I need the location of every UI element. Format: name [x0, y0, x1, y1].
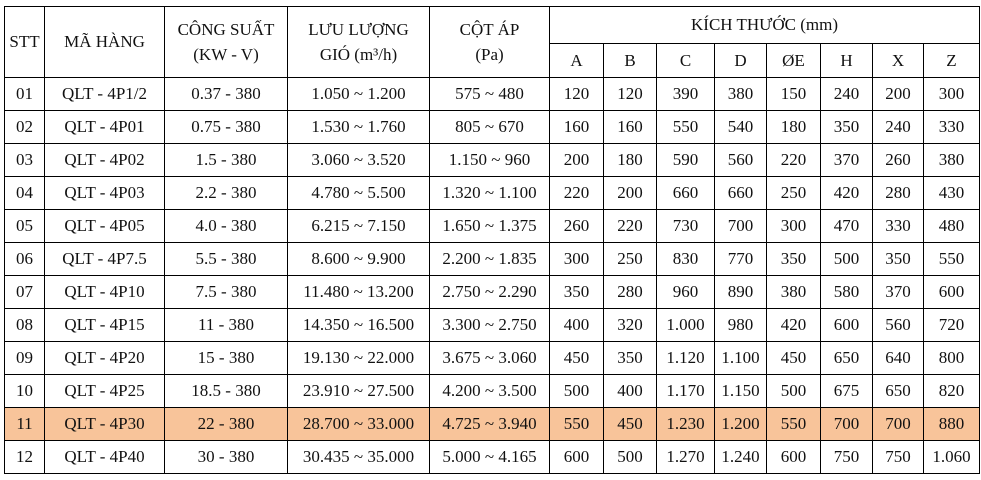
header-dim-oe: ØE	[767, 44, 821, 78]
cell-dim-c: 1.270	[657, 441, 715, 474]
cell-dim-oe: 380	[767, 276, 821, 309]
header-dim-b: B	[604, 44, 657, 78]
cell-code: QLT - 4P03	[45, 177, 165, 210]
cell-dim-d: 980	[715, 309, 767, 342]
cell-dim-b: 120	[604, 78, 657, 111]
cell-dim-d: 540	[715, 111, 767, 144]
cell-dim-z: 720	[924, 309, 980, 342]
cell-dim-c: 1.000	[657, 309, 715, 342]
cell-dim-h: 470	[821, 210, 873, 243]
cell-dim-a: 120	[550, 78, 604, 111]
header-cong-suat-line1: CÔNG SUẤT	[177, 19, 275, 39]
cell-dim-x: 700	[873, 408, 924, 441]
cell-dim-h: 580	[821, 276, 873, 309]
cell-flow: 30.435 ~ 35.000	[288, 441, 430, 474]
cell-flow: 3.060 ~ 3.520	[288, 144, 430, 177]
cell-code: QLT - 4P30	[45, 408, 165, 441]
cell-dim-c: 390	[657, 78, 715, 111]
cell-dim-oe: 550	[767, 408, 821, 441]
cell-stt: 01	[5, 78, 45, 111]
cell-dim-z: 300	[924, 78, 980, 111]
cell-dim-a: 300	[550, 243, 604, 276]
cell-dim-x: 640	[873, 342, 924, 375]
cell-dim-a: 550	[550, 408, 604, 441]
cell-dim-c: 1.170	[657, 375, 715, 408]
cell-power: 0.75 - 380	[165, 111, 288, 144]
cell-pressure: 1.320 ~ 1.100	[430, 177, 550, 210]
cell-dim-d: 1.200	[715, 408, 767, 441]
cell-dim-z: 820	[924, 375, 980, 408]
header-luu-luong-line2: GIÓ (m³/h)	[319, 45, 398, 64]
header-dim-a: A	[550, 44, 604, 78]
table-row	[5, 78, 980, 111]
table-row	[5, 243, 980, 276]
cell-dim-d: 700	[715, 210, 767, 243]
cell-dim-a: 220	[550, 177, 604, 210]
header-cot-ap	[430, 7, 550, 78]
cell-dim-oe: 450	[767, 342, 821, 375]
cell-code: QLT - 4P05	[45, 210, 165, 243]
cell-dim-z: 800	[924, 342, 980, 375]
cell-dim-x: 330	[873, 210, 924, 243]
cell-dim-h: 370	[821, 144, 873, 177]
cell-dim-x: 260	[873, 144, 924, 177]
table-row	[5, 177, 980, 210]
cell-pressure: 1.650 ~ 1.375	[430, 210, 550, 243]
cell-power: 7.5 - 380	[165, 276, 288, 309]
cell-dim-c: 730	[657, 210, 715, 243]
cell-dim-z: 1.060	[924, 441, 980, 474]
table-row	[5, 144, 980, 177]
cell-dim-d: 380	[715, 78, 767, 111]
header-dim-z: Z	[924, 44, 980, 78]
cell-dim-z: 380	[924, 144, 980, 177]
cell-power: 18.5 - 380	[165, 375, 288, 408]
cell-stt: 02	[5, 111, 45, 144]
cell-power: 22 - 380	[165, 408, 288, 441]
cell-dim-z: 330	[924, 111, 980, 144]
cell-dim-z: 880	[924, 408, 980, 441]
cell-dim-a: 450	[550, 342, 604, 375]
cell-stt: 07	[5, 276, 45, 309]
cell-dim-x: 350	[873, 243, 924, 276]
cell-pressure: 2.750 ~ 2.290	[430, 276, 550, 309]
header-cot-ap-line2: (Pa)	[475, 45, 504, 64]
cell-flow: 8.600 ~ 9.900	[288, 243, 430, 276]
table-row	[5, 441, 980, 474]
header-dim-d: D	[715, 44, 767, 78]
cell-power: 15 - 380	[165, 342, 288, 375]
cell-flow: 1.530 ~ 1.760	[288, 111, 430, 144]
cell-dim-oe: 350	[767, 243, 821, 276]
cell-dim-b: 160	[604, 111, 657, 144]
cell-pressure: 3.300 ~ 2.750	[430, 309, 550, 342]
cell-dim-x: 650	[873, 375, 924, 408]
cell-dim-c: 960	[657, 276, 715, 309]
cell-code: QLT - 4P1/2	[45, 78, 165, 111]
cell-dim-h: 350	[821, 111, 873, 144]
cell-dim-h: 700	[821, 408, 873, 441]
cell-power: 11 - 380	[165, 309, 288, 342]
cell-dim-x: 750	[873, 441, 924, 474]
cell-dim-d: 1.100	[715, 342, 767, 375]
cell-dim-d: 770	[715, 243, 767, 276]
cell-pressure: 2.200 ~ 1.835	[430, 243, 550, 276]
cell-dim-x: 280	[873, 177, 924, 210]
cell-flow: 6.215 ~ 7.150	[288, 210, 430, 243]
cell-power: 5.5 - 380	[165, 243, 288, 276]
header-kich-thuoc: KÍCH THƯỚC (mm)	[550, 7, 980, 44]
cell-flow: 23.910 ~ 27.500	[288, 375, 430, 408]
cell-dim-z: 430	[924, 177, 980, 210]
header-dim-c: C	[657, 44, 715, 78]
cell-dim-c: 1.230	[657, 408, 715, 441]
table-row	[5, 276, 980, 309]
cell-flow: 1.050 ~ 1.200	[288, 78, 430, 111]
header-dim-h: H	[821, 44, 873, 78]
cell-pressure: 1.150 ~ 960	[430, 144, 550, 177]
cell-stt: 08	[5, 309, 45, 342]
cell-dim-oe: 220	[767, 144, 821, 177]
cell-stt: 10	[5, 375, 45, 408]
header-luu-luong	[288, 7, 430, 78]
cell-code: QLT - 4P10	[45, 276, 165, 309]
cell-dim-h: 500	[821, 243, 873, 276]
cell-dim-h: 750	[821, 441, 873, 474]
cell-dim-oe: 500	[767, 375, 821, 408]
cell-dim-h: 240	[821, 78, 873, 111]
header-cong-suat-line2: (KW - V)	[193, 45, 259, 64]
cell-dim-b: 500	[604, 441, 657, 474]
cell-flow: 4.780 ~ 5.500	[288, 177, 430, 210]
cell-dim-a: 350	[550, 276, 604, 309]
cell-dim-z: 550	[924, 243, 980, 276]
cell-dim-d: 560	[715, 144, 767, 177]
cell-code: QLT - 4P40	[45, 441, 165, 474]
cell-dim-a: 400	[550, 309, 604, 342]
cell-dim-d: 660	[715, 177, 767, 210]
cell-power: 30 - 380	[165, 441, 288, 474]
cell-dim-c: 830	[657, 243, 715, 276]
cell-power: 2.2 - 380	[165, 177, 288, 210]
header-stt: STT	[5, 7, 45, 78]
cell-pressure: 3.675 ~ 3.060	[430, 342, 550, 375]
cell-power: 4.0 - 380	[165, 210, 288, 243]
cell-dim-oe: 250	[767, 177, 821, 210]
cell-dim-a: 200	[550, 144, 604, 177]
cell-dim-b: 350	[604, 342, 657, 375]
cell-dim-oe: 150	[767, 78, 821, 111]
cell-dim-oe: 300	[767, 210, 821, 243]
cell-dim-oe: 180	[767, 111, 821, 144]
cell-pressure: 4.725 ~ 3.940	[430, 408, 550, 441]
cell-flow: 14.350 ~ 16.500	[288, 309, 430, 342]
cell-dim-c: 660	[657, 177, 715, 210]
cell-code: QLT - 4P25	[45, 375, 165, 408]
cell-dim-c: 550	[657, 111, 715, 144]
cell-code: QLT - 4P20	[45, 342, 165, 375]
table-body	[5, 78, 980, 474]
cell-dim-a: 600	[550, 441, 604, 474]
cell-pressure: 5.000 ~ 4.165	[430, 441, 550, 474]
cell-code: QLT - 4P7.5	[45, 243, 165, 276]
cell-dim-d: 1.240	[715, 441, 767, 474]
cell-dim-a: 260	[550, 210, 604, 243]
cell-dim-a: 160	[550, 111, 604, 144]
table-row	[5, 408, 980, 441]
cell-dim-x: 370	[873, 276, 924, 309]
cell-code: QLT - 4P15	[45, 309, 165, 342]
table-row	[5, 111, 980, 144]
cell-power: 0.37 - 380	[165, 78, 288, 111]
cell-stt: 11	[5, 408, 45, 441]
cell-pressure: 575 ~ 480	[430, 78, 550, 111]
cell-dim-b: 280	[604, 276, 657, 309]
cell-dim-c: 590	[657, 144, 715, 177]
cell-dim-d: 890	[715, 276, 767, 309]
cell-dim-b: 250	[604, 243, 657, 276]
table-row	[5, 375, 980, 408]
cell-power: 1.5 - 380	[165, 144, 288, 177]
cell-flow: 19.130 ~ 22.000	[288, 342, 430, 375]
cell-dim-b: 450	[604, 408, 657, 441]
header-ma-hang: MÃ HÀNG	[45, 7, 165, 78]
header-cong-suat	[165, 7, 288, 78]
cell-dim-b: 180	[604, 144, 657, 177]
table-row	[5, 210, 980, 243]
header-luu-luong-line1: LƯU LƯỢNG	[308, 19, 409, 39]
cell-dim-b: 200	[604, 177, 657, 210]
table-row	[5, 309, 980, 342]
cell-code: QLT - 4P01	[45, 111, 165, 144]
cell-dim-a: 500	[550, 375, 604, 408]
header-dim-x: X	[873, 44, 924, 78]
cell-dim-x: 240	[873, 111, 924, 144]
cell-dim-x: 200	[873, 78, 924, 111]
cell-dim-oe: 600	[767, 441, 821, 474]
cell-pressure: 805 ~ 670	[430, 111, 550, 144]
cell-dim-d: 1.150	[715, 375, 767, 408]
cell-stt: 04	[5, 177, 45, 210]
cell-code: QLT - 4P02	[45, 144, 165, 177]
fan-spec-table	[4, 6, 980, 474]
cell-dim-h: 675	[821, 375, 873, 408]
cell-stt: 09	[5, 342, 45, 375]
cell-stt: 05	[5, 210, 45, 243]
cell-dim-h: 420	[821, 177, 873, 210]
table-row	[5, 342, 980, 375]
cell-dim-z: 600	[924, 276, 980, 309]
cell-dim-h: 600	[821, 309, 873, 342]
header-cot-ap-line1: CỘT ÁP	[459, 19, 520, 39]
cell-dim-h: 650	[821, 342, 873, 375]
cell-stt: 03	[5, 144, 45, 177]
cell-stt: 12	[5, 441, 45, 474]
cell-flow: 11.480 ~ 13.200	[288, 276, 430, 309]
cell-dim-x: 560	[873, 309, 924, 342]
cell-dim-b: 320	[604, 309, 657, 342]
cell-dim-b: 400	[604, 375, 657, 408]
cell-dim-z: 480	[924, 210, 980, 243]
cell-dim-b: 220	[604, 210, 657, 243]
cell-flow: 28.700 ~ 33.000	[288, 408, 430, 441]
cell-stt: 06	[5, 243, 45, 276]
cell-pressure: 4.200 ~ 3.500	[430, 375, 550, 408]
cell-dim-c: 1.120	[657, 342, 715, 375]
cell-dim-oe: 420	[767, 309, 821, 342]
